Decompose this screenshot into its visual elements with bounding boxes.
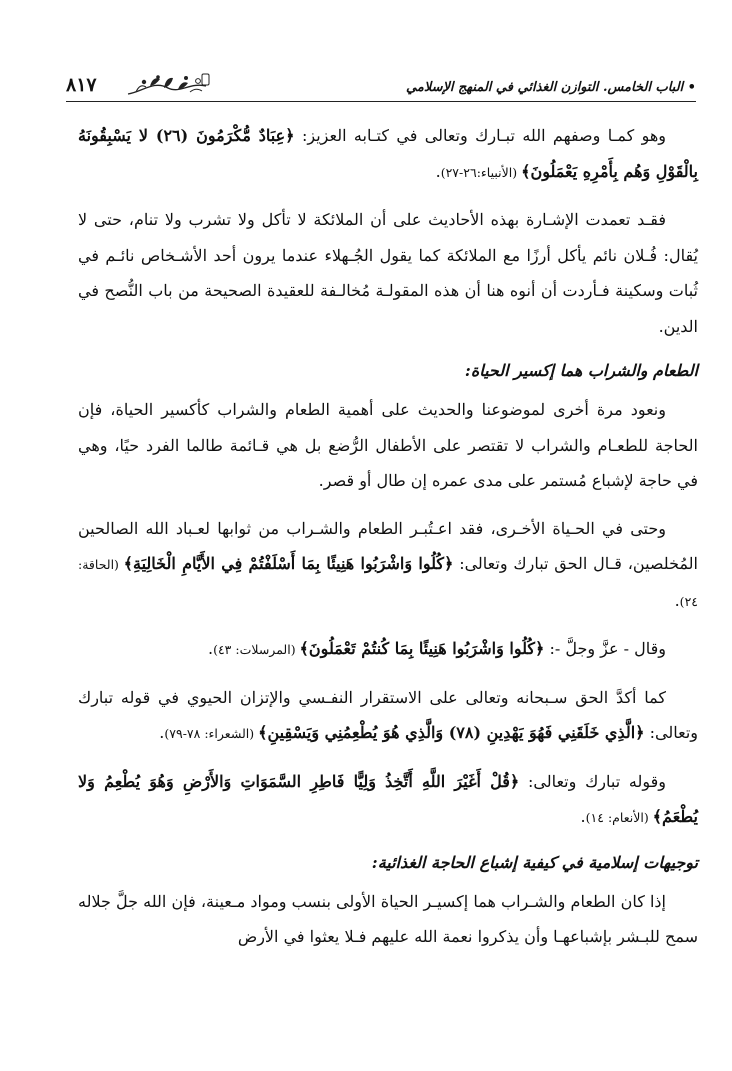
body-text: . xyxy=(435,161,441,181)
verse-reference: (الشعراء: ٧٨-٧٩) xyxy=(164,726,259,741)
body-text: الطعام والشراب هما إكسير الحياة: xyxy=(464,361,698,380)
verse-reference: (الأنعام: ١٤) xyxy=(585,810,653,825)
verse-reference: (الأنبياء:٢٦-٢٧) xyxy=(440,164,522,180)
body-text: توجيهات إسلامية في كيفية إشباع الحاجة الغذائية: xyxy=(371,852,698,872)
paragraph xyxy=(78,392,698,499)
page-number: ٨١٧ xyxy=(66,74,97,96)
quran-verse: ﴿عِبَادٌ مُّكْرَمُونَ (٢٦) لا يَسْبِقُونَهُ بِالْقَوْلِ وَهُم بِأَمْرِهِ يَعْمَلُونَ﴾ xyxy=(78,126,698,181)
paragraph xyxy=(78,631,698,668)
body-text: إذا كان الطعام والشـراب هما إكسيـر الحياة الأولى بنسب ومواد مـعينة، فإن الله جلَّ جلاله سمح للبـشر بإشباعهـا وأن يذكروا نعمة الله عليهم فـلا يعثوا في الأرض xyxy=(78,891,698,946)
body-text: فقـد تعمدت الإشـارة بهذه الأحاديث على أن الملائكة لا تأكل ولا تشرب ولا تنام، حتى لا يُقال: فُـلان نائم يأكل أرزًا مع الملائكة كما يقول الجُـهلاء عندما يرون أحد الأشـخاص نائـم في ثُبات وسكينة فـأردت أن أنوه هنا أن هذه المقولـة مُخالـفة للعقيدة الصحيحة من باب النُّصح في الدين. xyxy=(78,210,698,336)
body-text: وحتى في الحـياة الأخـرى، فقد اعـتُبـر الطعام والشـراب من ثوابها لعـباد الله الصالحين المُخلصين، قـال الحق تبارك وتعالى: xyxy=(78,518,698,573)
body-text: . xyxy=(580,807,586,826)
quran-verse: ﴿قُلْ أَغَيْرَ اللَّهِ أَتَّخِذُ وَلِيًّا فَاطِرِ السَّمَوَاتِ وَالأَرْضِ وَهُوَ يُطْعِمُ وَلا يُطْعَمُ﴾ xyxy=(78,771,698,826)
body-text: وقوله تبارك وتعالى: xyxy=(519,771,667,791)
header-rule xyxy=(66,101,696,102)
quran-verse: ﴿الَّذِي خَلَقَنِي فَهُوَ يَهْدِينِ (٧٨) وَالَّذِي هُوَ يُطْعِمُنِي وَيَسْقِينِ﴾ xyxy=(258,723,645,742)
verse-reference: (الحاقة: ٢٤) xyxy=(78,557,698,609)
floral-ornament-icon xyxy=(124,72,210,98)
body-text: ونعود مرة أخرى لموضوعنا والحديث على أهمية الطعام والشراب كأكسير الحياة، فإن الحاجة للطعـام والشراب لا تقتصر على الأطفال الرُّضع بل هي قـائمة طالما الفرد حيًا، وهي في حاجة لإشباع مُستمر على مدى عمره إن طال أو قصر. xyxy=(78,400,698,490)
body-text: . xyxy=(159,723,165,742)
quran-verse: ﴿كُلُوا وَاشْرَبُوا هَنِيئًا بِمَا كُنتُمْ تَعْمَلُونَ﴾ xyxy=(299,639,545,658)
section-heading xyxy=(78,356,698,386)
body-text: وقال - عزَّ وجلَّ -: xyxy=(544,639,666,658)
paragraph xyxy=(78,202,698,344)
verse-reference: (المرسلات: ٤٣) xyxy=(213,642,300,657)
paragraph xyxy=(78,118,698,190)
paragraph xyxy=(78,884,698,955)
paragraph xyxy=(78,764,698,836)
paragraph xyxy=(78,680,698,752)
body-text: . xyxy=(207,639,214,658)
running-header-title: • الباب الخامس. التوازن الغذائي في المنهج الإسلامي xyxy=(406,80,696,95)
paragraph xyxy=(78,511,698,620)
section-heading xyxy=(78,848,698,878)
quran-verse: ﴿كُلُوا وَاشْرَبُوا هَنِيئًا بِمَا أَسْلَفْتُمْ فِي الأَيَّامِ الْخَالِيَةِ﴾ xyxy=(123,554,454,573)
body-text: وهو كمـا وصفهم الله تبـارك وتعالى في كتـابه العزيز: xyxy=(294,126,667,145)
body-text: كما أكدَّ الحق سـبحانه وتعالى على الاستقرار النفـسي والإتزان الحيوي في قوله تبارك وتعالى: xyxy=(78,687,698,742)
body-text: . xyxy=(674,590,680,610)
page-body xyxy=(78,118,698,967)
running-header xyxy=(66,70,696,106)
